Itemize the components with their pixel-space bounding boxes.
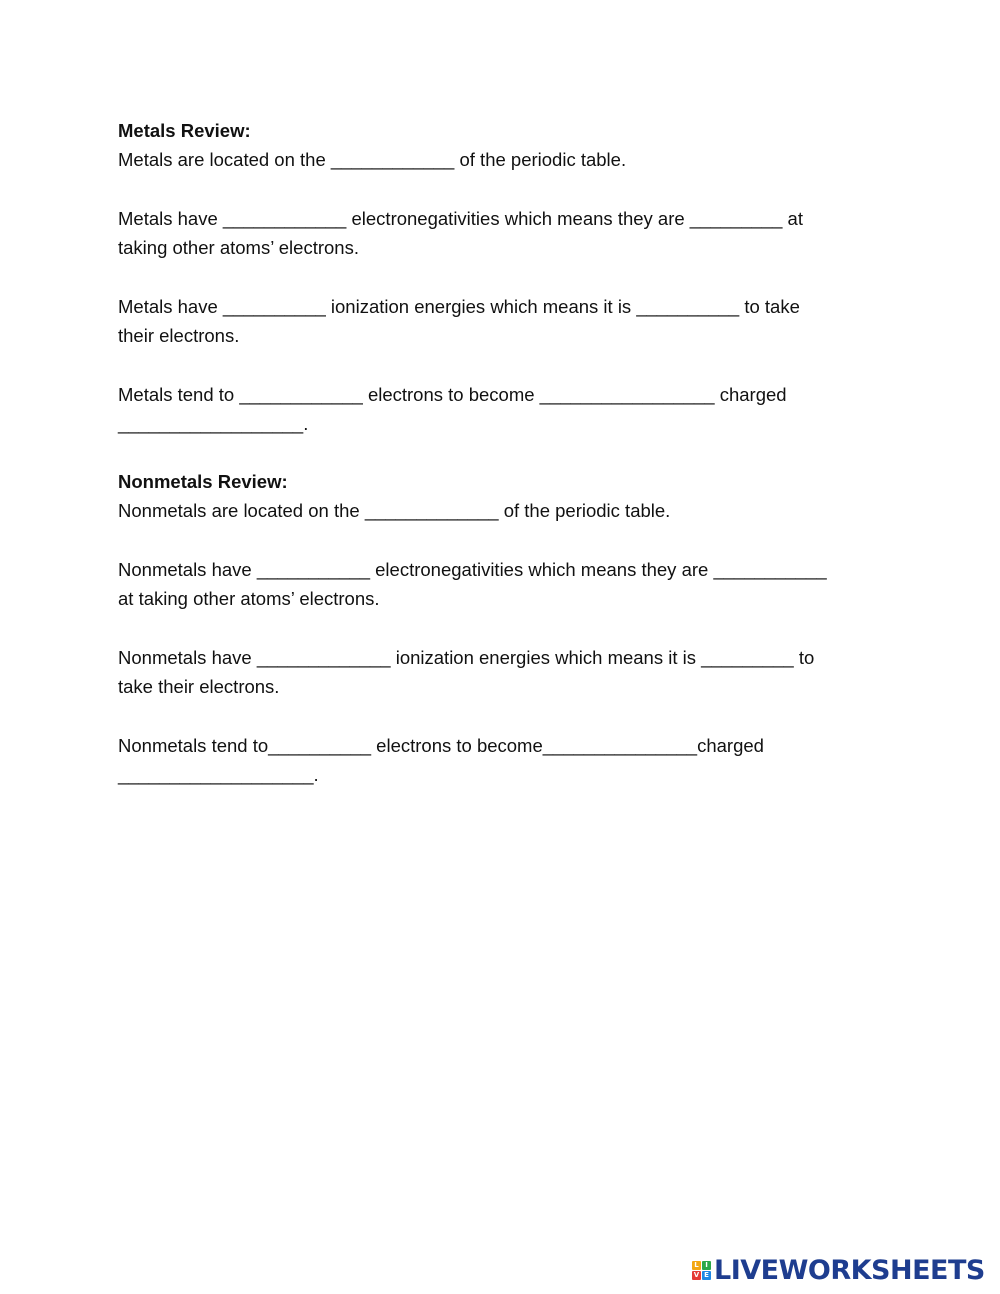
metals-q1-line1: Metals are located on the ____________ of the periodic table. [118, 149, 627, 170]
metals-q4-line2: __________________. [118, 413, 309, 434]
logo-mark-letter: E [702, 1271, 711, 1280]
metals-q2-line2: taking other atoms’ electrons. [118, 237, 359, 258]
metals-q2-line1: Metals have ____________ electronegativities which means they are _________ at [118, 208, 803, 229]
worksheet [118, 117, 888, 789]
metals-q3-line1: Metals have __________ ionization energies which means it is __________ to take [118, 296, 800, 317]
logo-mark-letter: L [692, 1261, 701, 1270]
nonmetals-q3-line1: Nonmetals have _____________ ionization energies which means it is _________ to [118, 647, 815, 668]
logo-mark-letter: V [693, 1271, 700, 1279]
nonmetals-q1-line1: Nonmetals are located on the _____________ of the periodic table. [118, 500, 671, 521]
nonmetals-q4-line1: Nonmetals tend to__________ electrons to become_______________charged [118, 735, 764, 756]
metals-q4-line1: Metals tend to ____________ electrons to become _________________ charged [118, 384, 787, 405]
nonmetals-heading: Nonmetals Review: [118, 471, 288, 492]
nonmetals-q4-line2: ___________________. [118, 764, 319, 785]
nonmetals-q3-line2: take their electrons. [118, 676, 280, 697]
metals-q3-line2: their electrons. [118, 325, 240, 346]
liveworksheets-logo [692, 1255, 985, 1285]
logo-text: LIVEWORKSHEETS [714, 1254, 985, 1286]
nonmetals-q2-line2: at taking other atoms’ electrons. [118, 588, 380, 609]
metals-heading: Metals Review: [118, 120, 251, 141]
logo-mark-icon [692, 1261, 711, 1280]
logo-mark-letter: I [702, 1261, 711, 1270]
nonmetals-q2-line1: Nonmetals have ___________ electronegativities which means they are ___________ [118, 559, 827, 580]
